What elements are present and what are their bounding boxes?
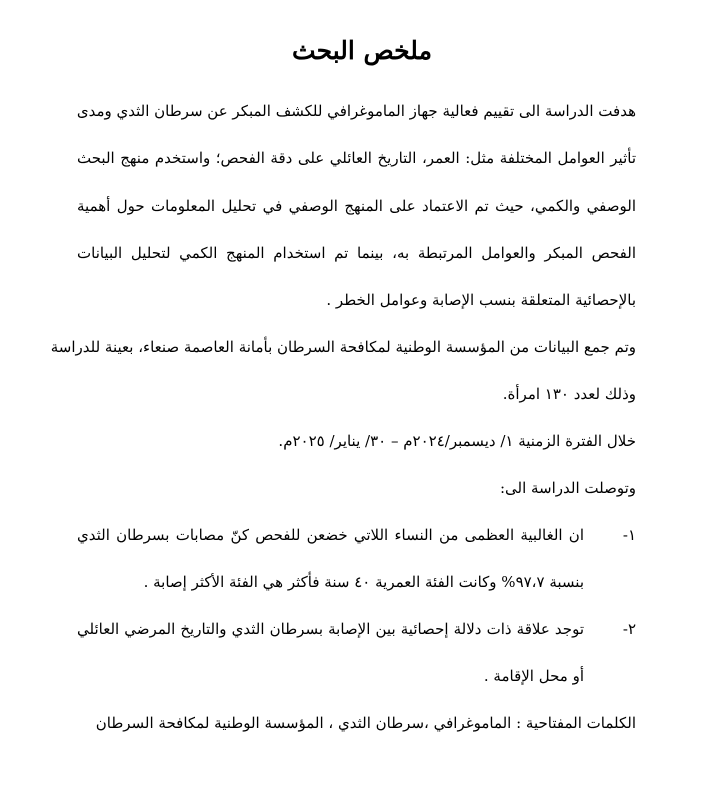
finding-1-line-1: ان الغالبية العظمى من النساء اللاتي خضعن للفحص كنّ مصابات بسرطان الثدي	[77, 526, 584, 544]
keywords-line: الكلمات المفتاحية : الماموغرافي ،سرطان الثدي ، المؤسسة الوطنية لمكافحة السرطان	[95, 714, 636, 732]
finding-1-number: ١-	[622, 526, 636, 544]
study-period: خلال الفترة الزمنية ١/ ديسمبر/٢٠٢٤م – ٣٠/ يناير/ ٢٠٢٥م.	[278, 432, 636, 450]
abstract-line-2: تأثير العوامل المختلفة مثل: العمر، التاريخ العائلي على دقة الفحص؛ واستخدم منهج البحث	[77, 149, 636, 167]
abstract-line-4: الفحص المبكر والعوامل المرتبطة به، بينما تم استخدام المنهج الكمي لتحليل البيانات	[77, 244, 636, 262]
abstract-line-3: الوصفي والكمي، حيث تم الاعتماد على المنهج الوصفي في تحليل المعلومات حول أهمية	[77, 197, 636, 215]
abstract-line-1: هدفت الدراسة الى تقييم فعالية جهاز الماموغرافي للكشف المبكر عن سرطان الثدي ومدى	[76, 102, 636, 120]
finding-1-line-2: بنسبة ٩٧،٧% وكانت الفئة العمرية ٤٠ سنة فأكثر هي الفئة الأكثر إصابة .	[143, 573, 584, 591]
finding-2-number: ٢-	[622, 620, 636, 638]
finding-2-line-2: أو محل الإقامة .	[483, 667, 584, 685]
data-line-2: وذلك لعدد ١٣٠ امرأة.	[502, 385, 636, 403]
findings-intro: وتوصلت الدراسة الى:	[499, 479, 636, 497]
data-line-1: وتم جمع البيانات من المؤسسة الوطنية لمكافحة السرطان بأمانة العاصمة صنعاء، بعينة للدراسة	[50, 338, 636, 356]
finding-2-line-1: توجد علاقة ذات دلالة إحصائية بين الإصابة بسرطان الثدي والتاريخ المرضي العائلي	[77, 620, 584, 638]
abstract-line-5: بالإحصائية المتعلقة بنسب الإصابة وعوامل الخطر .	[326, 291, 636, 309]
page-title: ملخص البحث	[292, 36, 432, 65]
